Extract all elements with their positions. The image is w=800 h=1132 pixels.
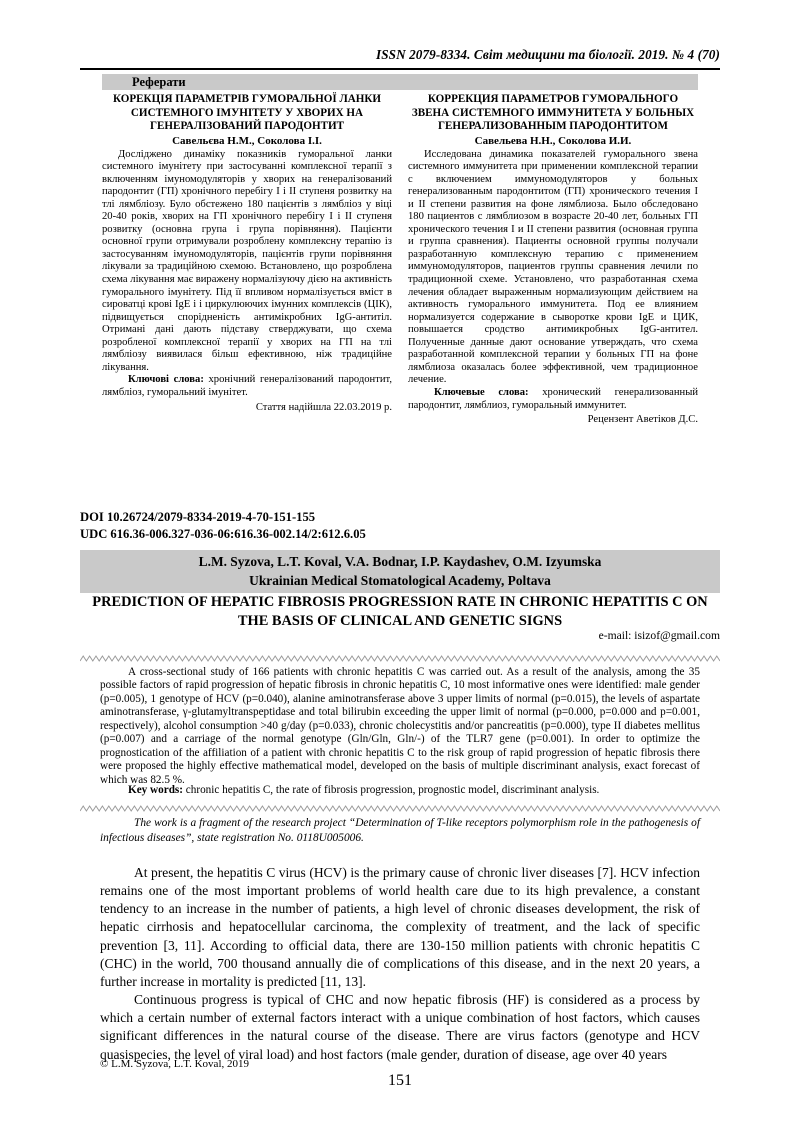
funding-note: The work is a fragment of the research project “Determination of T-like receptors polymorphism role in the pathogenesis of infectious diseases”, state registration No. 0118U005006. — [100, 817, 700, 844]
page-title: PREDICTION OF HEPATIC FIBROSIS PROGRESSION RATE IN CHRONIC HEPATITIS C ON THE BASIS OF CLINICAL AND GENETIC SIGNS — [92, 594, 708, 630]
english-keywords-text: chronic hepatitis C, the rate of fibrosis progression, prognostic model, discriminant analysis. — [185, 784, 600, 796]
section-bar — [102, 74, 698, 90]
abstract-column-uk — [102, 93, 392, 427]
doi-line: DOI 10.26724/2079-8334-2019-4-70-151-155 — [80, 510, 316, 524]
article-affiliation: Ukrainian Medical Stomatological Academy, Poltava — [249, 573, 551, 589]
english-keywords-label: Key words: — [128, 784, 183, 796]
abstract-keywords-uk — [102, 374, 392, 399]
running-head: ISSN 2079-8334. Світ медицини та біології. 2019. № 4 (70) — [375, 47, 720, 62]
english-keywords — [100, 784, 700, 797]
abstract-keywords-label-uk: Ключові слова: — [128, 374, 204, 386]
abstract-title-uk: КОРЕКЦІЯ ПАРАМЕТРІВ ГУМОРАЛЬНОЇ ЛАНКИ СИСТЕМНОГО ІМУНІТЕТУ У ХВОРИХ НА ГЕНЕРАЛІЗОВАНИЙ ПАРОДОНТИТ — [112, 93, 382, 133]
abstract-authors-ru: Савельева Н.Н., Соколова И.И. — [474, 134, 632, 147]
abstract-keywords-ru — [408, 387, 698, 412]
page-number: 151 — [388, 1072, 412, 1089]
identifiers-block — [80, 509, 366, 542]
abstract-body-ru: Исследована динамика показателей гуморального звена системного иммунитета при применении комплексной терапии с включением иммуномодуляторов у больных генерализованным пародонтитом (ГП) хронического течения I и II степени развития на фоне лямблиоза. Было обследовано 180 пациентов с лямблиозом в возрасте 20-40 лет, больных ГП хронического течения I и II степени развития (основная группа и группа сравнения). Пациенты основной группы получали разработанную комплексную терапию с применением иммуномодуляторов, пациентов группы сравнения лечили по традиционной схеме. Установлено, что разработанная схема лечения обладает выраженным нормализующим действием на активность гуморального иммунитета. Под ее влиянием нормализуется содержание в сыворотке крови IgE и ЦИК, повышается сродство антимикробных IgG-антител. Полученные данные дают основание утверждать, что схема разработанной комплексной терапии у больных ГП на фоне лямблиоза оказалась более эффективной, чем традиционное лечение. — [408, 148, 698, 386]
udc-line: UDC 616.36-006.327-036-06:616.36-002.14/2:612.6.05 — [80, 526, 366, 541]
article-email: e-mail: isizof@gmail.com — [598, 629, 720, 642]
section-bar-label: Реферати — [132, 75, 186, 89]
running-head-rule — [80, 68, 720, 70]
abstract-keywords-text-ru: хронический генерализованный пародонтит, лямблиоз, гуморальный иммунитет. — [408, 386, 699, 411]
abstract-body-uk: Досліджено динаміку показників гуморальної ланки системного імунітету при застосуванні комплексної терапії з включенням імуномодуляторів у хворих на генералізований пародонтит (ГП) хронічного перебігу I і II ступеня розвитку на тлі лямбліозу. Було обстежено 180 пацієнтів з лямбліоз у віці 20-40 років, хворих на ГП хронічного перебігу I і II ступеня розвитку (основна група і група порівняння). Пацієнти основної групи отримували розроблену комплексну терапію із застосуванням імуномодуляторів, пацієнтів групи порівняння лікували за традиційною схемою. Встановлено, що розроблена схема лікування має виражену нормалізуючу дією на активність гуморального імунітету. Під її впливом нормалізується вміст в сироватці крові IgE і і циркулюючих імунних комплексів (ЦІК), підвищується спорідненість антимікробних IgG-антитіл. Отримані дані дають підставу стверджувати, що схема розробленої комплексної терапії у хворих на ГП на тлі лямбліозу виявилася більш ефективною, ніж традиційне лікування. — [102, 148, 392, 373]
zigzag-divider-top — [80, 655, 720, 662]
body-paragraph-1: At present, the hepatitis C virus (HCV) is the primary cause of chronic liver diseases [7]. HCV infection remains one of the most important problems of world health care due to its high prevalence, a constant tendency to an increase in the number of patients, a high level of chronic diseases development, the risk of hepatic cirrhosis and hepatocellular carcinoma, the complexity of treatment, and the lack of specific prevention [3, 11]. According to official data, there are 130-150 million patients with chronic hepatitis C (CHC) in the world, 700 thousand annually die of complications of this disease, and in the next 20 years, a further increase in mortality is predicted [11, 13]. — [100, 865, 700, 989]
english-abstract: A cross-sectional study of 166 patients with chronic hepatitis C was carried out. As a result of the analysis, among the 35 possible factors of rapid progression of hepatic fibrosis in chronic hepatitis C, 10 most informative ones were identified: male gender (p=0.005), 1 genotype of HCV (p=0.040), alanine aminotransferase above 3 upper limits of normal (p=0.015), the levels of aspartate aminotransferase, γ-glutamyltranspeptidase and total bilirubin exceeding the upper limit of normal (p=0.000, p=0.000 and p=0.001, respectively), alcohol consumption >40 g/day (p=0.033), chronic cholecystitis and/or pancreatitis (p=0.000), type II diabetes mellitus (p=0.007) and a carriage of the normal genotype (Gln/Gln, Gln/-) of the TLR7 gene (p=0.001). In order to optimize the prognostication of the affiliation of a patient with chronic hepatitis C to the risk group of rapid progression of hepatic fibrosis there were proposed the highly effective mathematical model, developed on the basis of multiple discriminant analysis, exact forecast of which was 82.5 %. — [100, 666, 700, 786]
article-authors-banner — [80, 550, 720, 593]
abstract-keywords-label-ru: Ключевые слова: — [434, 386, 529, 398]
copyright-line: © L.M. Syzova, L.T. Koval, 2019 — [100, 1058, 249, 1070]
abstract-title-ru: КОРРЕКЦИЯ ПАРАМЕТРОВ ГУМОРАЛЬНОГО ЗВЕНА СИСТЕМНОГО ИММУНИТЕТА У БОЛЬНЫХ ГЕНЕРАЛИЗОВАННЫМ ПАРОДОНТИТОМ — [411, 93, 695, 133]
zigzag-divider-bottom — [80, 805, 720, 812]
article-body — [100, 864, 700, 1064]
abstract-footnote-ru: Рецензент Аветіков Д.С. — [587, 414, 698, 426]
abstract-footnote-uk: Стаття надійшла 22.03.2019 р. — [255, 401, 392, 413]
body-paragraph-2: Continuous progress is typical of CHC and now hepatic fibrosis (HF) is considered as a process by which a certain number of external factors interact with a unique combination of host factors, which causes significant differences in the natural course of the disease. There are virus factors (genotype and HCV quasispecies, the level of viral load) and host factors (male gender, duration of disease, age over 40 years — [100, 992, 700, 1062]
abstract-authors-uk: Савельєва Н.М., Соколова І.І. — [172, 134, 322, 147]
abstract-columns — [102, 93, 698, 427]
article-authors: L.M. Syzova, L.T. Koval, V.A. Bodnar, I.P. Kaydashev, O.M. Izyumska — [198, 554, 602, 569]
abstract-keywords-text-uk: хронічний генералізований пародонтит, лямбліоз, гуморальний імунітет. — [102, 374, 392, 398]
abstract-column-ru — [408, 93, 698, 427]
